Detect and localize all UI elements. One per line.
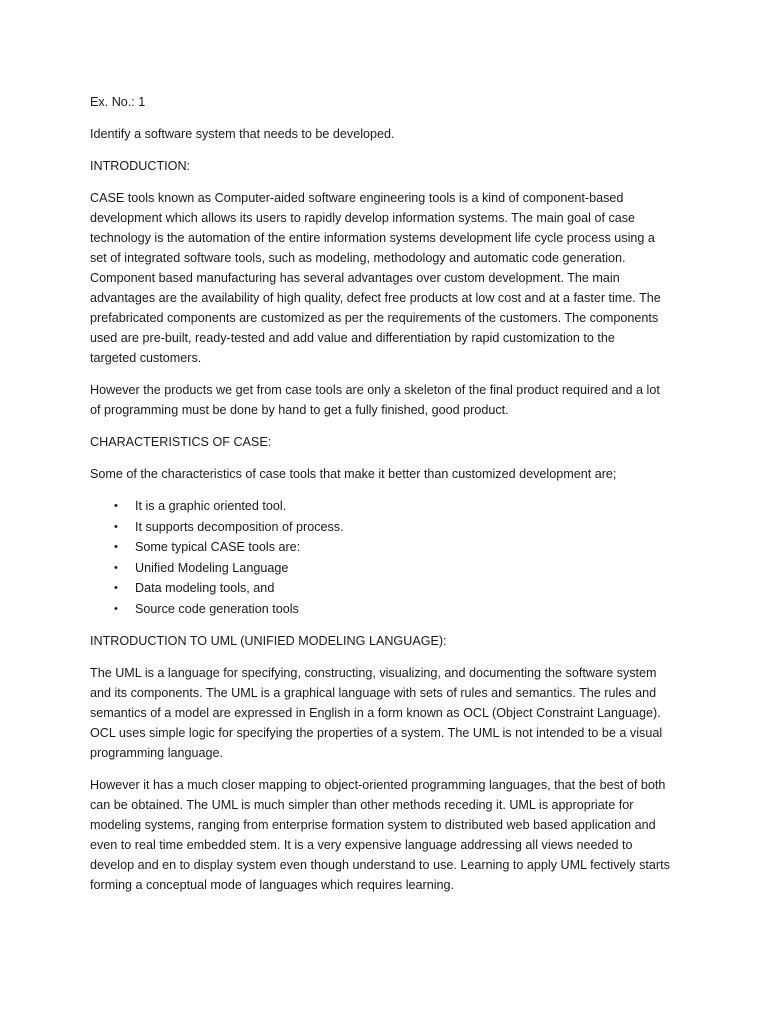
list-item-text: Unified Modeling Language bbox=[135, 560, 289, 575]
bullet-icon: • bbox=[114, 582, 118, 595]
list-item-text: It supports decomposition of process. bbox=[135, 519, 344, 534]
list-item bbox=[90, 517, 688, 538]
bullet-icon: • bbox=[114, 520, 118, 533]
exercise-number: Ex. No.: 1 bbox=[90, 95, 146, 109]
bullet-icon: • bbox=[114, 541, 118, 554]
list-item-text: Source code generation tools bbox=[135, 601, 299, 616]
list-item bbox=[90, 496, 688, 517]
list-item bbox=[90, 537, 688, 558]
characteristics-intro: Some of the characteristics of case tools that make it better than customized development are; bbox=[90, 467, 617, 481]
list-item-text: It is a graphic oriented tool. bbox=[135, 499, 287, 513]
list-item bbox=[90, 578, 688, 599]
bullet-icon: • bbox=[114, 500, 118, 512]
list-item-text: Some typical CASE tools are: bbox=[135, 540, 301, 555]
bullet-icon: • bbox=[114, 602, 118, 615]
intro-paragraph-1: CASE tools known as Computer-aided software engineering tools is a kind of component-based development which allows its users to rapidly develop information systems. The main goal of case technology is the automation of the entire information systems development life cycle process using a set of integrated software tools, such as modeling, methodology and automatic code generation. Component based manufacturing has several advantages over custom development. The main advantages are the availability of high quality, defect free products at low cost and at a faster time. The prefabricated components are customized as per the requirements of the customers. The components used are pre-built, ready-tested and add value and differentiation by rapid customization to the targeted customers. bbox=[90, 191, 661, 365]
list-item-text: Data modeling tools, and bbox=[135, 581, 275, 596]
uml-heading: INTRODUCTION TO UML (UNIFIED MODELING LANGUAGE): bbox=[90, 633, 447, 648]
list-item bbox=[90, 558, 688, 579]
characteristics-list bbox=[90, 496, 688, 620]
uml-paragraph-2: However it has a much closer mapping to object-oriented programming languages, that the best of both can be obtained. The UML is much simpler than other methods receding it. UML is appropriate for modeling systems, ranging from enterprise formation system to distributed web based application and even to real time embedded stem. It is a very expensive language addressing all views needed to develop and en to display system even though understand to use. Learning to apply UML fectively starts forming a conceptual mode of languages which requires learning. bbox=[90, 777, 670, 892]
aim-statement: Identify a software system that needs to be developed. bbox=[90, 127, 395, 141]
uml-paragraph-1: The UML is a language for specifying, constructing, visualizing, and documenting the software system and its components. The UML is a graphical language with sets of rules and semantics. The rules and semantics of a model are expressed in English in a form known as OCL (Object Constraint Language). OCL uses simple logic for specifying the properties of a system. The UML is not intended to be a visual programming language. bbox=[90, 665, 663, 760]
bullet-icon: • bbox=[114, 561, 118, 574]
intro-heading: INTRODUCTION: bbox=[90, 159, 191, 173]
list-item bbox=[90, 599, 688, 620]
intro-paragraph-2: However the products we get from case tools are only a skeleton of the final product required and a lot of programming must be done by hand to get a fully finished, good product. bbox=[90, 383, 660, 417]
characteristics-heading: CHARACTERISTICS OF CASE: bbox=[90, 435, 272, 449]
